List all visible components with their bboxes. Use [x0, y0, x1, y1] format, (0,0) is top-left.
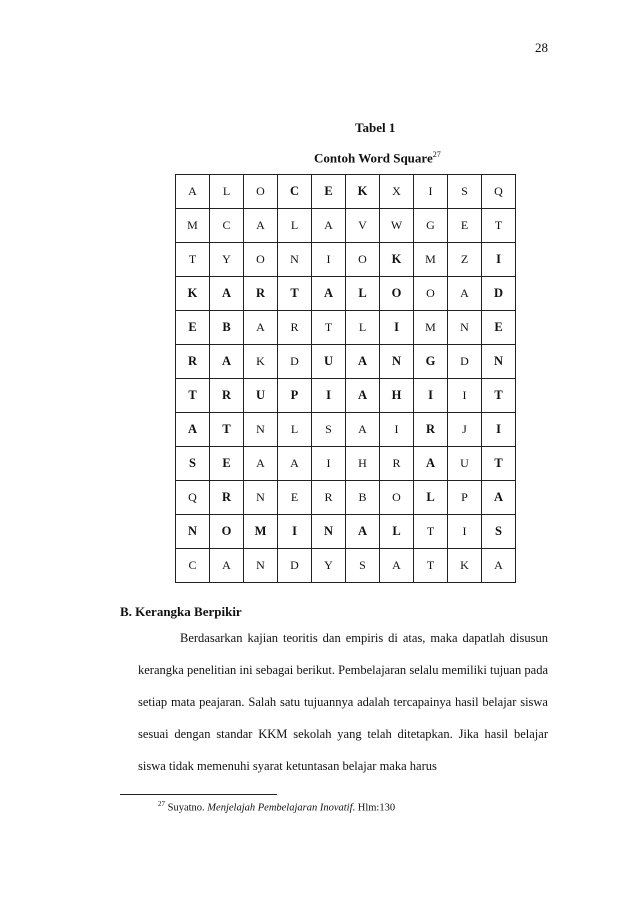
table-cell: O — [210, 515, 244, 549]
table-cell: E — [312, 175, 346, 209]
table-cell: T — [176, 243, 210, 277]
table-caption-title: Tabel 1 — [355, 120, 396, 135]
table-row — [176, 447, 516, 481]
table-cell: I — [312, 243, 346, 277]
table-cell: T — [482, 447, 516, 481]
table-cell: I — [414, 175, 448, 209]
table-cell: K — [176, 277, 210, 311]
table-cell: L — [278, 413, 312, 447]
table-cell: Z — [448, 243, 482, 277]
table-cell: Q — [176, 481, 210, 515]
table-cell: A — [482, 481, 516, 515]
table-cell: A — [244, 311, 278, 345]
word-square-table — [175, 174, 516, 583]
table-row — [176, 345, 516, 379]
table-cell: A — [414, 447, 448, 481]
table-cell: J — [448, 413, 482, 447]
page-number: 28 — [535, 40, 548, 55]
table-cell: E — [278, 481, 312, 515]
table-cell: A — [244, 447, 278, 481]
table-row — [176, 243, 516, 277]
table-cell: K — [380, 243, 414, 277]
table-cell: N — [278, 243, 312, 277]
table-cell: E — [176, 311, 210, 345]
table-cell: L — [414, 481, 448, 515]
table-cell: T — [176, 379, 210, 413]
table-cell: M — [414, 243, 448, 277]
table-cell: A — [346, 379, 380, 413]
table-cell: C — [278, 175, 312, 209]
table-cell: I — [448, 379, 482, 413]
footnote-page: . Hlm:130 — [352, 802, 396, 814]
table-cell: T — [482, 379, 516, 413]
table-cell: O — [244, 175, 278, 209]
table-cell: S — [176, 447, 210, 481]
table-cell: T — [482, 209, 516, 243]
table-row — [176, 549, 516, 583]
table-caption-text: Contoh Word Square — [314, 150, 433, 166]
table-cell: A — [312, 209, 346, 243]
table-cell: U — [312, 345, 346, 379]
table-cell: N — [176, 515, 210, 549]
table-cell: Y — [312, 549, 346, 583]
table-cell: A — [210, 277, 244, 311]
table-cell: R — [414, 413, 448, 447]
table-cell: H — [346, 447, 380, 481]
table-cell: S — [346, 549, 380, 583]
table-row — [176, 311, 516, 345]
table-cell: O — [380, 277, 414, 311]
table-cell: E — [448, 209, 482, 243]
table-cell: A — [346, 345, 380, 379]
table-cell: H — [380, 379, 414, 413]
table-cell: K — [448, 549, 482, 583]
table-row — [176, 481, 516, 515]
table-cell: R — [244, 277, 278, 311]
table-row — [176, 277, 516, 311]
table-cell: E — [482, 311, 516, 345]
table-cell: I — [278, 515, 312, 549]
table-cell: T — [312, 311, 346, 345]
table-cell: S — [482, 515, 516, 549]
footnote-number: 27 — [158, 800, 165, 808]
table-cell: T — [414, 549, 448, 583]
table-cell: R — [380, 447, 414, 481]
table-cell: D — [482, 277, 516, 311]
table-cell: A — [278, 447, 312, 481]
table-cell: S — [312, 413, 346, 447]
table-cell: G — [414, 209, 448, 243]
table-row — [176, 413, 516, 447]
table-cell: M — [414, 311, 448, 345]
table-cell: T — [278, 277, 312, 311]
table-cell: W — [380, 209, 414, 243]
table-cell: R — [210, 481, 244, 515]
table-cell: A — [210, 549, 244, 583]
paragraph-text: Berdasarkan kajian teoritis dan empiris di atas, maka dapatlah disusun kerangka penelitian ini sebagai berikut. Pembelajaran selalu memiliki tujuan pada setiap mata peajaran. Salah satu tujuannya adalah tercapainya hasil belajar siswa sesuai dengan standar KKM sekolah yang telah ditetapkan. Jika hasil belajar siswa tidak memenuhi syarat ketuntasan belajar maka harus — [138, 631, 548, 773]
table-cell: O — [346, 243, 380, 277]
table-cell: L — [278, 209, 312, 243]
table-cell: T — [414, 515, 448, 549]
table-cell: E — [210, 447, 244, 481]
table-cell: L — [210, 175, 244, 209]
body-paragraph — [138, 622, 548, 782]
table-cell: R — [210, 379, 244, 413]
table-cell: N — [380, 345, 414, 379]
table-row — [176, 209, 516, 243]
table-cell: I — [312, 379, 346, 413]
table-cell: N — [312, 515, 346, 549]
table-cell: L — [346, 311, 380, 345]
table-cell: K — [244, 345, 278, 379]
table-cell: V — [346, 209, 380, 243]
table-cell: R — [312, 481, 346, 515]
table-cell: L — [346, 277, 380, 311]
table-cell: N — [244, 549, 278, 583]
table-cell: A — [346, 515, 380, 549]
table-cell: I — [312, 447, 346, 481]
table-row — [176, 515, 516, 549]
table-cell: Y — [210, 243, 244, 277]
footnote-author: Suyatno. — [167, 802, 205, 814]
footnote-rule — [120, 794, 277, 795]
table-cell: U — [244, 379, 278, 413]
footnote-reference: 27 — [432, 150, 441, 159]
table-cell: A — [380, 549, 414, 583]
table-cell: B — [346, 481, 380, 515]
section-heading: B. Kerangka Berpikir — [120, 604, 242, 619]
table-cell: I — [482, 243, 516, 277]
table-cell: A — [176, 175, 210, 209]
table-cell: D — [278, 549, 312, 583]
table-cell: T — [210, 413, 244, 447]
table-cell: N — [244, 413, 278, 447]
table-cell: N — [482, 345, 516, 379]
table-cell: P — [278, 379, 312, 413]
table-cell: D — [448, 345, 482, 379]
table-cell: P — [448, 481, 482, 515]
table-cell: I — [380, 413, 414, 447]
table-caption-subtitle — [314, 150, 441, 166]
table-cell: B — [210, 311, 244, 345]
table-cell: C — [176, 549, 210, 583]
table-cell: R — [176, 345, 210, 379]
table-cell: U — [448, 447, 482, 481]
table-cell: I — [414, 379, 448, 413]
table-cell: A — [210, 345, 244, 379]
table-cell: I — [482, 413, 516, 447]
table-cell: X — [380, 175, 414, 209]
table-row — [176, 379, 516, 413]
table-cell: N — [448, 311, 482, 345]
table-cell: D — [278, 345, 312, 379]
table-cell: G — [414, 345, 448, 379]
table-cell: A — [312, 277, 346, 311]
footnote-book-title: Menjelajah Pembelajaran Inovatif — [207, 802, 353, 814]
table-cell: L — [380, 515, 414, 549]
table-row — [176, 175, 516, 209]
table-cell: A — [482, 549, 516, 583]
word-square-body — [176, 175, 516, 583]
table-cell: A — [448, 277, 482, 311]
table-cell: K — [346, 175, 380, 209]
table-cell: A — [346, 413, 380, 447]
table-cell: M — [244, 515, 278, 549]
table-cell: O — [380, 481, 414, 515]
footnote — [158, 800, 395, 814]
table-cell: R — [278, 311, 312, 345]
table-cell: N — [244, 481, 278, 515]
table-cell: A — [244, 209, 278, 243]
table-cell: O — [244, 243, 278, 277]
table-cell: M — [176, 209, 210, 243]
table-cell: Q — [482, 175, 516, 209]
table-cell: C — [210, 209, 244, 243]
table-cell: S — [448, 175, 482, 209]
table-cell: A — [176, 413, 210, 447]
table-cell: O — [414, 277, 448, 311]
table-cell: I — [380, 311, 414, 345]
table-cell: I — [448, 515, 482, 549]
